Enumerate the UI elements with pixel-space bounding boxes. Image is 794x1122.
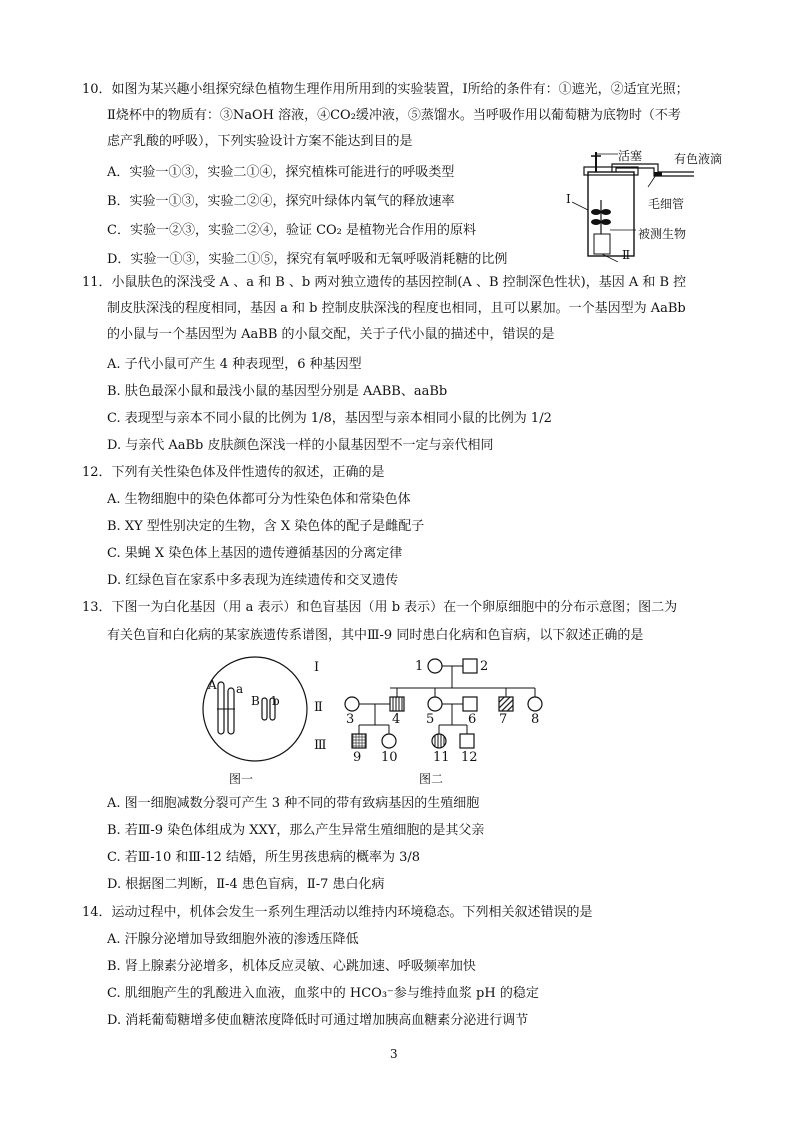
q13-id-10: 10 <box>381 750 398 765</box>
q10-option-a: A．实验一①③，实验二①④，探究植株可能进行的呼吸类型 <box>107 165 455 180</box>
q13-option-b: B. 若Ⅲ-9 染色体组成为 XXY，那么产生异常生殖细胞的是其父亲 <box>107 823 485 838</box>
page-number: 3 <box>390 1047 398 1061</box>
q13-option-d: D. 根据图二判断，Ⅱ-4 患色盲病，Ⅱ-7 患白化病 <box>107 877 385 892</box>
q10-label-organism: 被测生物 <box>638 227 687 241</box>
q14-stem-line-1: 14．运动过程中，机体会发生一系列生理活动以维持内环境稳态。下列相关叙述错误的是 <box>82 905 593 920</box>
q10-option-c: C．实验一②③，实验二②④，验证 CO₂ 是植物光合作用的原料 <box>107 223 477 238</box>
q11-stem-line-3: 的小鼠与一个基因型为 AaBB 的小鼠交配，关于子代小鼠的描述中，错误的是 <box>107 327 555 342</box>
q13-figure1-cell <box>200 654 310 764</box>
q13-gen-label-III: Ⅲ <box>314 738 327 753</box>
q10-stem-line-2: Ⅱ烧杯中的物质有：③NaOH 溶液，④CO₂缓冲液，⑤蒸馏水。当呼吸作用以葡萄糖为底物时（不考 <box>107 108 681 123</box>
q11-option-c: C. 表现型与亲本不同小鼠的比例为 1/8，基因型与亲本相同小鼠的比例为 1/2 <box>107 411 552 426</box>
q13-figure1-caption: 图一 <box>229 772 254 786</box>
q13-option-c: C. 若Ⅲ-10 和Ⅲ-12 结婚，所生男孩患病的概率为 3/8 <box>107 850 421 865</box>
q10-label-I: Ⅰ <box>566 192 571 206</box>
q11-option-d: D. 与亲代 AaBb 皮肤颜色深浅一样的小鼠基因型不一定与亲代相同 <box>107 438 494 453</box>
q13-id-5: 5 <box>426 712 435 727</box>
q12-stem-line-1: 12．下列有关性染色体及伴性遗传的叙述，正确的是 <box>82 465 385 480</box>
q13-fig1-gene-B: B <box>251 694 260 708</box>
q13-option-a: A. 图一细胞减数分裂可产生 3 种不同的带有致病基因的生殖细胞 <box>107 796 480 811</box>
q10-label-capillary: 毛细管 <box>648 197 685 211</box>
q12-option-d: D. 红绿色盲在家系中多表现为连续遗传和交叉遗传 <box>107 573 399 588</box>
q14-option-b: B. 肾上腺素分泌增多，机体反应灵敏、心跳加速、呼吸频率加快 <box>107 959 476 974</box>
q11-stem-line-2: 制皮肤深浅的程度相同，基因 a 和 b 控制皮肤深浅的程度也相同，且可以累加。一个基因型为 AaBb <box>107 301 686 316</box>
q13-gen-label-II: Ⅱ <box>314 700 323 715</box>
q13-id-3: 3 <box>346 712 355 727</box>
q10-option-b: B．实验一①③，实验二②④，探究叶绿体内氧气的释放速率 <box>107 194 455 209</box>
q13-id-12: 12 <box>461 750 478 765</box>
q13-stem-line-1: 13．下图一为白化基因（用 a 表示）和色盲基因（用 b 表示）在一个卵原细胞中的分布示意图；图二为 <box>82 600 678 615</box>
q13-stem-line-2: 有关色盲和白化病的某家族遗传系谱图，其中Ⅲ-9 同时患白化病和色盲病，以下叙述正确的是 <box>107 628 644 643</box>
q13-fig1-gene-a: a <box>236 682 244 696</box>
q13-id-6: 6 <box>468 712 477 727</box>
q10-stem-line-1: 10．如图为某兴趣小组探究绿色植物生理作用所用到的实验装置，Ⅰ所给的条件有：①遮光，②适宜光照； <box>82 82 689 97</box>
q13-figure2-caption: 图二 <box>419 772 444 786</box>
q11-option-a: A. 子代小鼠可产生 4 种表现型，6 种基因型 <box>107 357 362 372</box>
q12-option-a: A. 生物细胞中的染色体都可分为性染色体和常染色体 <box>107 492 411 507</box>
q13-id-9: 9 <box>353 750 362 765</box>
q13-id-1: 1 <box>415 659 424 674</box>
q13-id-7: 7 <box>499 712 508 727</box>
q10-label-stopper: 活塞 <box>618 149 643 163</box>
q11-option-b: B. 肤色最深小鼠和最浅小鼠的基因型分别是 AABB、aaBb <box>107 384 448 399</box>
q13-gen-label-I: Ⅰ <box>314 660 320 675</box>
q13-id-8: 8 <box>531 712 540 727</box>
q14-option-a: A. 汗腺分泌增加导致细胞外液的渗透压降低 <box>107 932 359 947</box>
q13-id-11: 11 <box>433 750 450 765</box>
q13-fig1-gene-A: A <box>208 678 217 692</box>
q13-fig1-gene-b: b <box>272 694 280 708</box>
q10-stem-line-3: 虑产乳酸的呼吸），下列实验设计方案不能达到目的是 <box>107 134 413 149</box>
q13-id-2: 2 <box>480 659 489 674</box>
q14-option-d: D. 消耗葡萄糖增多使血糖浓度降低时可通过增加胰高血糖素分泌进行调节 <box>107 1013 529 1028</box>
q12-option-b: B. XY 型性别决定的生物，含 X 染色体的配子是雌配子 <box>107 519 425 534</box>
q10-label-II: Ⅱ <box>622 248 631 262</box>
q13-id-4: 4 <box>392 712 401 727</box>
q10-option-d: D．实验一①③，实验二①⑤，探究有氧呼吸和无氧呼吸消耗糖的比例 <box>107 252 508 267</box>
q14-option-c: C. 肌细胞产生的乳酸进入血液，血浆中的 HCO₃⁻参与维持血浆 pH 的稳定 <box>107 986 539 1001</box>
q11-stem-line-1: 11．小鼠肤色的深浅受 A 、a 和 B 、b 两对独立遗传的基因控制(A 、B 控制深色性状)，基因 A 和 B 控 <box>82 275 687 290</box>
q12-option-c: C. 果蝇 X 染色体上基因的遗传遵循基因的分离定律 <box>107 546 403 561</box>
q10-label-drop: 有色液滴 <box>674 152 723 166</box>
